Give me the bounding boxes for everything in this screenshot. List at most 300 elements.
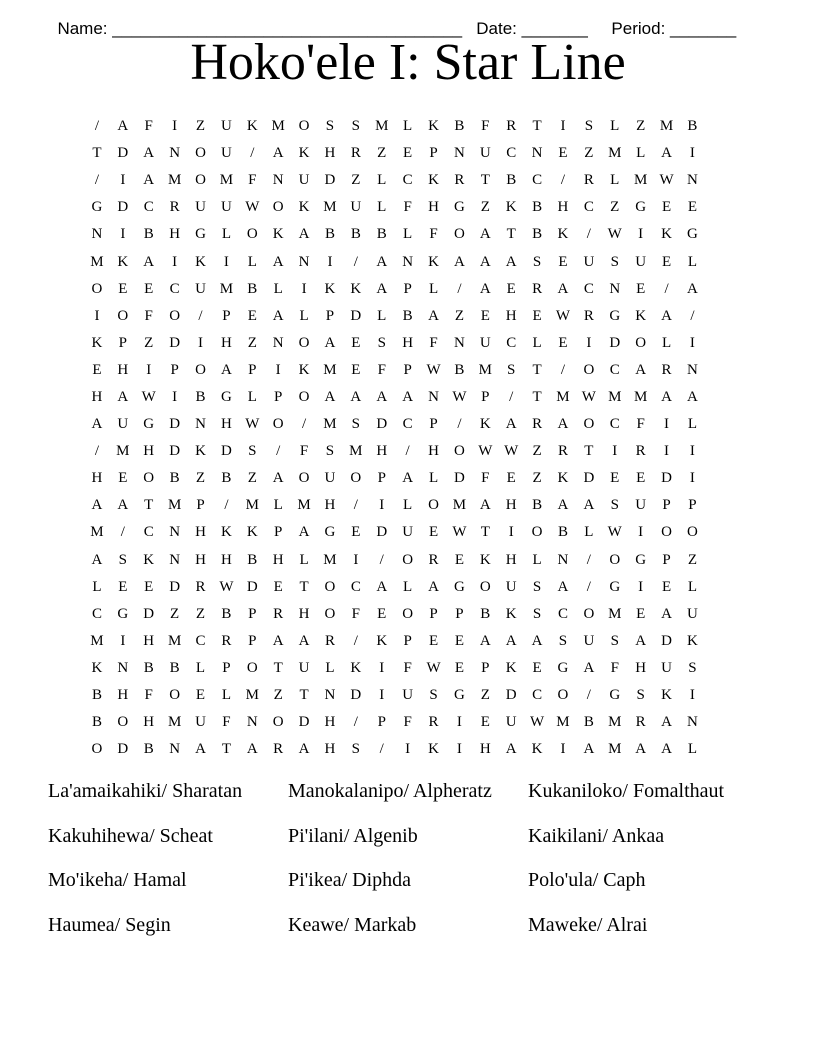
grid-cell[interactable]: O [169, 687, 181, 704]
grid-cell[interactable]: D [505, 687, 517, 704]
grid-cell[interactable]: G [324, 524, 336, 541]
grid-cell[interactable]: T [221, 741, 231, 758]
grid-cell[interactable]: D [324, 172, 336, 189]
grid-cell[interactable]: M [90, 632, 104, 649]
grid-cell[interactable]: K [350, 280, 362, 297]
grid-cell[interactable]: U [479, 145, 491, 162]
grid-cell[interactable]: K [298, 145, 310, 162]
grid-cell[interactable]: M [608, 741, 622, 758]
grid-cell[interactable]: M [167, 632, 182, 649]
grid-cell[interactable]: S [584, 118, 594, 135]
grid-cell[interactable]: A [220, 361, 232, 378]
grid-cell[interactable]: R [324, 632, 335, 649]
grid-cell[interactable]: T [532, 118, 542, 135]
grid-cell[interactable]: F [403, 659, 412, 676]
grid-cell[interactable]: S [325, 118, 335, 135]
grid-cell[interactable]: U [195, 199, 206, 216]
grid-cell[interactable]: O [272, 199, 284, 216]
grid-cell[interactable]: A [687, 280, 698, 297]
grid-cell[interactable]: C [609, 361, 620, 378]
grid-cell[interactable]: R [583, 172, 594, 189]
grid-cell[interactable]: G [453, 199, 465, 216]
grid-cell[interactable]: O [635, 334, 647, 351]
grid-cell[interactable]: E [506, 280, 516, 297]
grid-cell[interactable]: A [557, 416, 569, 433]
name-field[interactable]: Name: _____________________________________ [57, 19, 463, 38]
grid-cell[interactable]: U [350, 199, 362, 216]
grid-cell[interactable]: K [91, 659, 103, 676]
grid-cell[interactable]: A [583, 741, 595, 758]
grid-cell[interactable]: M [219, 172, 234, 189]
grid-cell[interactable]: W [426, 361, 441, 378]
grid-cell[interactable]: N [687, 714, 698, 731]
grid-cell[interactable]: K [350, 659, 362, 676]
grid-cell[interactable]: M [167, 497, 182, 514]
grid-cell[interactable]: U [195, 280, 206, 297]
grid-cell[interactable]: B [247, 551, 258, 568]
grid-cell[interactable]: A [505, 632, 517, 649]
grid-cell[interactable]: F [481, 470, 490, 487]
grid-cell[interactable]: C [532, 172, 543, 189]
grid-cell[interactable]: S [325, 443, 335, 460]
grid-cell[interactable]: H [272, 551, 284, 568]
grid-cell[interactable]: L [687, 416, 698, 433]
grid-cell[interactable]: W [607, 524, 622, 541]
grid-cell[interactable]: F [299, 443, 309, 460]
grid-cell[interactable]: S [507, 361, 516, 378]
grid-cell[interactable]: E [558, 145, 568, 162]
grid-cell[interactable]: O [195, 361, 206, 378]
grid-cell[interactable]: Z [247, 334, 257, 351]
grid-cell[interactable]: A [272, 145, 284, 162]
grid-cell[interactable]: C [350, 578, 361, 595]
grid-cell[interactable]: H [220, 551, 232, 568]
grid-cell[interactable]: R [557, 443, 568, 460]
grid-cell[interactable]: S [532, 605, 542, 622]
grid-cell[interactable]: P [662, 551, 671, 568]
grid-cell[interactable]: E [506, 470, 516, 487]
grid-cell[interactable]: R [454, 172, 465, 189]
grid-cell[interactable]: / [94, 118, 100, 135]
grid-cell[interactable]: B [195, 388, 206, 405]
grid-cell[interactable]: K [272, 226, 284, 243]
grid-cell[interactable]: E [92, 361, 102, 378]
grid-cell[interactable]: F [403, 714, 412, 731]
grid-cell[interactable]: R [195, 578, 206, 595]
grid-cell[interactable]: B [143, 741, 154, 758]
grid-cell[interactable]: C [506, 145, 517, 162]
grid-cell[interactable]: A [376, 280, 388, 297]
grid-cell[interactable]: K [298, 199, 310, 216]
period-field[interactable]: Period: _______ [611, 19, 737, 38]
grid-cell[interactable]: A [557, 497, 569, 514]
grid-cell[interactable]: O [453, 443, 465, 460]
grid-cell[interactable]: F [144, 118, 153, 135]
grid-cell[interactable]: K [117, 253, 129, 270]
grid-cell[interactable]: K [220, 524, 232, 541]
grid-cell[interactable]: L [687, 578, 698, 595]
grid-cell[interactable]: A [479, 280, 491, 297]
grid-cell[interactable]: E [532, 307, 542, 324]
grid-cell[interactable]: A [376, 578, 388, 595]
grid-cell[interactable]: S [351, 741, 361, 758]
grid-cell[interactable]: M [633, 172, 648, 189]
grid-cell[interactable]: A [428, 578, 439, 595]
grid-cell[interactable]: / [94, 443, 100, 460]
grid-cell[interactable]: / [301, 416, 307, 433]
grid-cell[interactable]: H [298, 605, 310, 622]
grid-cell[interactable]: A [117, 118, 129, 135]
grid-cell[interactable]: E [480, 714, 490, 731]
grid-cell[interactable]: A [272, 632, 284, 649]
grid-cell[interactable]: E [144, 578, 154, 595]
grid-cell[interactable]: A [453, 253, 465, 270]
grid-cell[interactable]: A [91, 497, 103, 514]
grid-cell[interactable]: F [144, 687, 153, 704]
grid-cell[interactable]: A [402, 388, 414, 405]
grid-cell[interactable]: L [403, 497, 413, 514]
grid-cell[interactable]: W [141, 388, 156, 405]
grid-cell[interactable]: D [246, 578, 258, 595]
grid-cell[interactable]: A [143, 253, 155, 270]
grid-cell[interactable]: H [505, 307, 517, 324]
grid-cell[interactable]: F [403, 199, 412, 216]
grid-cell[interactable]: A [376, 388, 388, 405]
grid-cell[interactable]: W [581, 388, 596, 405]
grid-cell[interactable]: I [586, 334, 592, 351]
grid-cell[interactable]: G [195, 226, 206, 243]
grid-cell[interactable]: M [271, 118, 285, 135]
grid-cell[interactable]: P [429, 145, 438, 162]
grid-cell[interactable]: I [379, 687, 385, 704]
grid-cell[interactable]: O [143, 470, 155, 487]
grid-cell[interactable]: H [195, 551, 206, 568]
grid-cell[interactable]: S [636, 687, 645, 704]
grid-cell[interactable]: I [405, 741, 411, 758]
grid-cell[interactable]: D [376, 416, 388, 433]
grid-cell[interactable]: P [274, 388, 283, 405]
grid-cell[interactable]: U [220, 145, 232, 162]
grid-cell[interactable]: L [273, 280, 283, 297]
grid-cell[interactable]: M [349, 443, 363, 460]
grid-cell[interactable]: T [532, 388, 542, 405]
grid-cell[interactable]: E [558, 334, 568, 351]
grid-cell[interactable]: C [143, 199, 154, 216]
grid-cell[interactable]: O [324, 605, 336, 622]
grid-cell[interactable]: A [635, 632, 647, 649]
grid-cell[interactable]: I [327, 253, 333, 270]
grid-cell[interactable]: C [195, 632, 206, 649]
grid-cell[interactable]: M [608, 714, 622, 731]
grid-cell[interactable]: I [456, 741, 462, 758]
grid-cell[interactable]: S [248, 443, 257, 460]
grid-cell[interactable]: / [560, 361, 566, 378]
grid-cell[interactable]: L [299, 551, 309, 568]
grid-cell[interactable]: R [532, 280, 543, 297]
grid-cell[interactable]: A [661, 307, 672, 324]
grid-cell[interactable]: L [428, 470, 439, 487]
grid-cell[interactable]: R [169, 199, 180, 216]
grid-cell[interactable]: Z [636, 118, 646, 135]
grid-cell[interactable]: N [298, 253, 310, 270]
grid-cell[interactable]: L [299, 307, 309, 324]
grid-cell[interactable]: A [117, 388, 129, 405]
grid-cell[interactable]: I [379, 497, 385, 514]
grid-cell[interactable]: S [610, 497, 619, 514]
grid-cell[interactable]: O [298, 334, 310, 351]
grid-cell[interactable]: L [247, 388, 257, 405]
grid-cell[interactable]: C [583, 280, 594, 297]
grid-cell[interactable]: L [687, 741, 698, 758]
grid-cell[interactable]: S [532, 578, 542, 595]
grid-cell[interactable]: R [583, 307, 594, 324]
grid-cell[interactable]: I [94, 307, 100, 324]
grid-cell[interactable]: A [298, 741, 310, 758]
grid-cell[interactable]: D [609, 334, 621, 351]
grid-cell[interactable]: N [169, 741, 181, 758]
grid-cell[interactable]: E [661, 199, 672, 216]
grid-cell[interactable]: E [403, 145, 413, 162]
grid-cell[interactable]: F [481, 118, 490, 135]
grid-cell[interactable]: N [195, 416, 206, 433]
grid-cell[interactable]: K [376, 632, 388, 649]
grid-cell[interactable]: / [224, 497, 229, 514]
grid-cell[interactable]: A [143, 145, 155, 162]
grid-cell[interactable]: H [557, 199, 569, 216]
grid-cell[interactable]: P [118, 334, 127, 351]
grid-cell[interactable]: I [689, 687, 695, 704]
grid-cell[interactable]: M [452, 497, 467, 514]
grid-cell[interactable]: L [403, 226, 413, 243]
grid-cell[interactable]: L [92, 578, 102, 595]
grid-cell[interactable]: E [351, 524, 361, 541]
grid-cell[interactable]: P [170, 361, 179, 378]
grid-cell[interactable]: O [298, 470, 310, 487]
grid-cell[interactable]: W [426, 659, 441, 676]
grid-cell[interactable]: P [325, 307, 335, 324]
grid-cell[interactable]: L [273, 497, 283, 514]
grid-cell[interactable]: B [557, 524, 568, 541]
grid-cell[interactable]: G [635, 199, 647, 216]
grid-cell[interactable]: N [609, 280, 621, 297]
grid-cell[interactable]: E [428, 632, 439, 649]
grid-cell[interactable]: P [662, 497, 671, 514]
grid-cell[interactable]: S [688, 659, 697, 676]
grid-cell[interactable]: Z [687, 551, 698, 568]
grid-cell[interactable]: M [90, 253, 104, 270]
grid-cell[interactable]: L [377, 199, 387, 216]
grid-cell[interactable]: A [143, 172, 155, 189]
grid-cell[interactable]: / [509, 388, 514, 405]
grid-cell[interactable]: I [508, 524, 514, 541]
grid-cell[interactable]: S [351, 118, 361, 135]
grid-cell[interactable]: H [479, 741, 491, 758]
grid-cell[interactable]: H [117, 687, 129, 704]
grid-cell[interactable]: O [583, 361, 595, 378]
grid-cell[interactable]: I [172, 118, 178, 135]
grid-cell[interactable]: M [323, 361, 337, 378]
grid-cell[interactable]: M [116, 443, 130, 460]
grid-cell[interactable]: G [687, 226, 698, 243]
grid-cell[interactable]: W [245, 199, 260, 216]
grid-cell[interactable]: L [221, 687, 231, 704]
grid-cell[interactable]: N [557, 551, 569, 568]
grid-cell[interactable]: C [506, 334, 517, 351]
grid-cell[interactable]: A [479, 497, 491, 514]
grid-cell[interactable]: B [169, 470, 180, 487]
grid-cell[interactable]: / [586, 578, 591, 595]
grid-cell[interactable]: T [299, 578, 309, 595]
grid-cell[interactable]: F [377, 361, 386, 378]
grid-cell[interactable]: S [610, 253, 619, 270]
grid-cell[interactable]: G [635, 551, 647, 568]
grid-cell[interactable]: U [324, 470, 336, 487]
grid-cell[interactable]: M [167, 172, 182, 189]
grid-cell[interactable]: M [90, 524, 104, 541]
grid-cell[interactable]: Z [195, 470, 206, 487]
grid-cell[interactable]: U [505, 578, 517, 595]
grid-cell[interactable]: D [661, 470, 672, 487]
grid-cell[interactable]: I [638, 226, 644, 243]
grid-cell[interactable]: P [403, 632, 412, 649]
grid-cell[interactable]: N [402, 253, 414, 270]
grid-cell[interactable]: U [635, 253, 647, 270]
grid-cell[interactable]: O [402, 551, 414, 568]
grid-cell[interactable]: M [478, 361, 492, 378]
grid-cell[interactable]: S [429, 687, 438, 704]
grid-cell[interactable]: F [144, 307, 153, 324]
grid-cell[interactable]: A [479, 632, 491, 649]
grid-cell[interactable]: Z [170, 605, 180, 622]
grid-cell[interactable]: A [272, 470, 284, 487]
grid-cell[interactable]: L [610, 118, 620, 135]
grid-cell[interactable]: R [661, 361, 672, 378]
grid-cell[interactable]: F [636, 416, 645, 433]
grid-cell[interactable]: Z [273, 687, 283, 704]
grid-cell[interactable]: I [456, 714, 462, 731]
grid-cell[interactable]: A [195, 741, 206, 758]
grid-cell[interactable]: D [350, 307, 362, 324]
grid-cell[interactable]: D [661, 632, 672, 649]
grid-cell[interactable]: I [353, 551, 359, 568]
grid-cell[interactable]: / [379, 551, 384, 568]
grid-cell[interactable]: N [453, 145, 465, 162]
grid-cell[interactable]: H [195, 524, 206, 541]
grid-cell[interactable]: H [376, 443, 388, 460]
grid-cell[interactable]: P [222, 307, 231, 324]
grid-cell[interactable]: A [91, 416, 103, 433]
grid-cell[interactable]: O [91, 741, 103, 758]
grid-cell[interactable]: L [403, 578, 413, 595]
grid-cell[interactable]: H [220, 416, 232, 433]
grid-cell[interactable]: Z [584, 145, 594, 162]
grid-cell[interactable]: R [428, 714, 439, 731]
grid-cell[interactable]: T [506, 226, 516, 243]
grid-cell[interactable]: B [221, 470, 232, 487]
grid-cell[interactable]: L [377, 307, 387, 324]
grid-cell[interactable]: A [272, 253, 284, 270]
grid-cell[interactable]: P [481, 659, 490, 676]
grid-cell[interactable]: K [324, 280, 336, 297]
grid-cell[interactable]: G [91, 199, 103, 216]
grid-cell[interactable]: L [247, 253, 257, 270]
grid-cell[interactable]: A [661, 388, 672, 405]
grid-cell[interactable]: T [144, 497, 154, 514]
grid-cell[interactable]: C [532, 687, 543, 704]
grid-cell[interactable]: I [689, 145, 695, 162]
grid-cell[interactable]: F [248, 172, 257, 189]
grid-cell[interactable]: P [377, 714, 386, 731]
grid-cell[interactable]: E [454, 659, 464, 676]
grid-cell[interactable]: P [222, 659, 231, 676]
grid-cell[interactable]: O [531, 524, 543, 541]
grid-cell[interactable]: W [219, 578, 234, 595]
grid-cell[interactable]: H [324, 741, 336, 758]
grid-cell[interactable]: D [117, 741, 129, 758]
grid-cell[interactable]: B [91, 714, 102, 731]
grid-cell[interactable]: N [324, 687, 336, 704]
grid-cell[interactable]: O [453, 226, 465, 243]
grid-cell[interactable]: D [376, 524, 388, 541]
grid-cell[interactable]: D [169, 578, 181, 595]
grid-cell[interactable]: O [402, 605, 414, 622]
grid-cell[interactable]: B [454, 361, 465, 378]
grid-cell[interactable]: B [454, 118, 465, 135]
grid-cell[interactable]: K [428, 253, 439, 270]
grid-cell[interactable]: P [688, 497, 697, 514]
grid-cell[interactable]: Z [480, 199, 490, 216]
grid-cell[interactable]: F [429, 334, 438, 351]
grid-cell[interactable]: P [481, 388, 490, 405]
grid-cell[interactable]: R [506, 118, 517, 135]
grid-cell[interactable]: / [353, 714, 358, 731]
grid-cell[interactable]: C [169, 280, 180, 297]
grid-cell[interactable]: Z [532, 443, 542, 460]
grid-cell[interactable]: B [376, 226, 387, 243]
grid-cell[interactable]: R [273, 605, 284, 622]
grid-cell[interactable]: / [276, 443, 281, 460]
grid-cell[interactable]: A [298, 632, 310, 649]
grid-cell[interactable]: / [586, 551, 591, 568]
grid-cell[interactable]: Z [610, 199, 620, 216]
grid-cell[interactable]: I [560, 118, 566, 135]
grid-cell[interactable]: K [635, 307, 647, 324]
grid-cell[interactable]: T [532, 361, 542, 378]
grid-cell[interactable]: A [635, 361, 647, 378]
grid-cell[interactable]: E [454, 632, 464, 649]
grid-cell[interactable]: U [635, 497, 647, 514]
grid-cell[interactable]: M [323, 199, 337, 216]
grid-cell[interactable]: A [298, 226, 310, 243]
grid-cell[interactable]: D [169, 443, 181, 460]
grid-cell[interactable]: D [298, 714, 310, 731]
grid-cell[interactable]: A [402, 470, 414, 487]
grid-cell[interactable]: R [428, 551, 439, 568]
grid-cell[interactable]: B [324, 226, 335, 243]
grid-cell[interactable]: M [323, 551, 337, 568]
grid-cell[interactable]: K [428, 172, 439, 189]
grid-cell[interactable]: A [557, 280, 569, 297]
grid-cell[interactable]: E [661, 253, 672, 270]
grid-cell[interactable]: A [531, 632, 543, 649]
grid-cell[interactable]: M [375, 118, 389, 135]
grid-cell[interactable]: K [91, 334, 103, 351]
grid-cell[interactable]: A [661, 605, 672, 622]
grid-cell[interactable]: Z [480, 687, 490, 704]
grid-cell[interactable]: N [531, 145, 543, 162]
grid-cell[interactable]: G [453, 578, 465, 595]
grid-cell[interactable]: P [429, 416, 438, 433]
